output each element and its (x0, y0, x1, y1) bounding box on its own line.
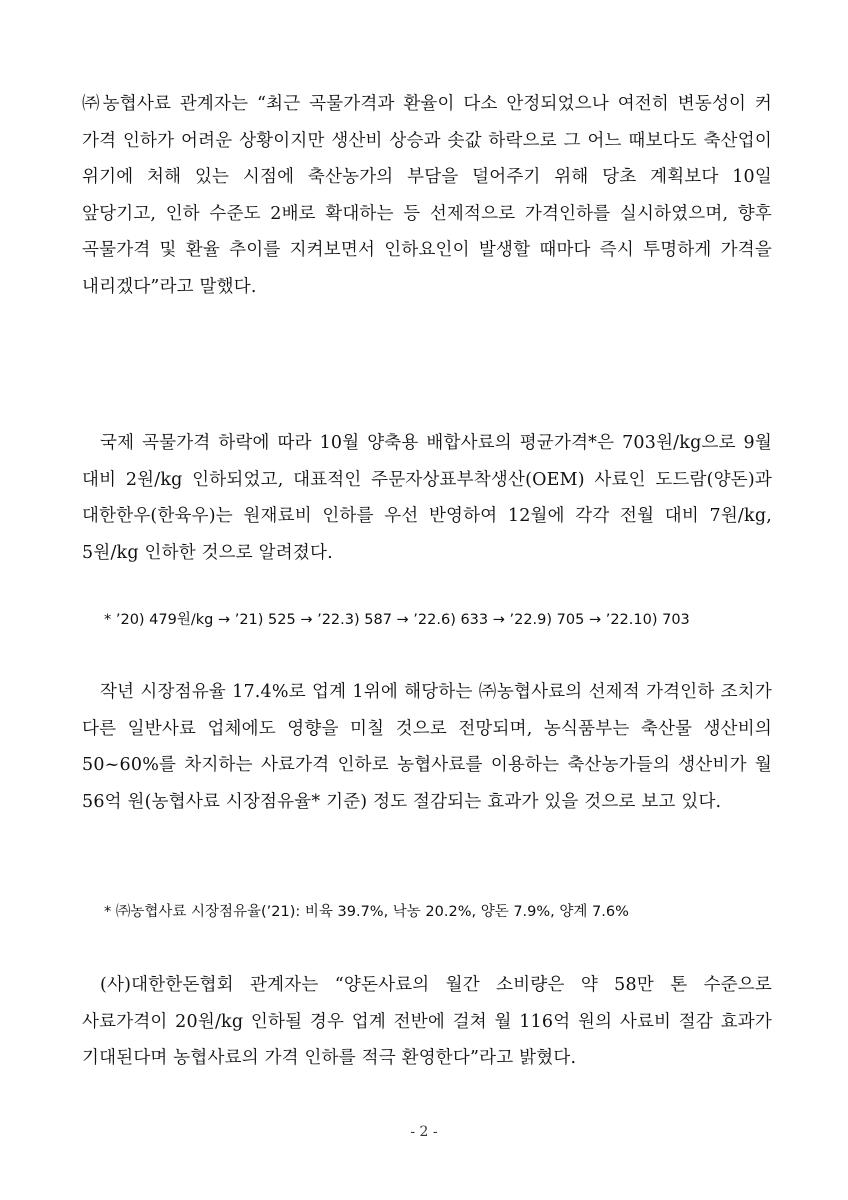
paragraph-market-share-effect: 작년 시장점유율 17.4%로 업계 1위에 해당하는 ㈜농협사료의 선제적 가격인하 조치가 다른 일반사료 업체에도 영향을 미칠 것으로 전망되며, 농식품부는 축산물 생산비의 50~60%를 차지하는 사료가격 인하로 농협사료를 이용하는 축산농가들의 생산비가 월 56억 원(농협사료 시장점유율* 기준) 정도 절감되는 효과가 있을 것으로 보고 있다. (82, 682, 772, 812)
footnote-price-history: * ’20) 479원/kg → ’21) 525 → ’22.3) 587 → ’22.6) 633 → ’22.9) 705 → ’22.10) 703 (104, 612, 690, 628)
paragraph-october-feed-price: 국제 곡물가격 하락에 따라 10월 양축용 배합사료의 평균가격*은 703원/kg으로 9월 대비 2원/kg 인하되었고, 대표적인 주문자상표부착생산(OEM) 사료인 도드람(양돈)과 대한한우(한육우)는 원재료비 인하를 우선 반영하여 12월에 각각 전월 대비 7원/kg, 5원/kg 인하한 것으로 알려졌다. (82, 433, 772, 563)
paragraph-pork-association-statement: (사)대한한돈협회 관계자는 “양돈사료의 월간 소비량은 약 58만 톤 수준으로 사료가격이 20원/kg 인하될 경우 업계 전반에 걸쳐 월 116억 원의 사료비 절감 효과가 기대된다며 농협사료의 가격 인하를 적극 환영한다”라고 밝혔다. (82, 975, 772, 1069)
page-number: - 2 - (410, 1124, 438, 1140)
paragraph-nh-feed-statement: ㈜농협사료 관계자는 “최근 곡물가격과 환율이 다소 안정되었으나 여전히 변동성이 커 가격 인하가 어려운 상황이지만 생산비 상승과 솟값 하락으로 그 어느 때보다도 축산업이 위기에 처해 있는 시점에 축산농가의 부담을 덜어주기 위해 당초 계획보다 10일 앞당기고, 인하 수준도 2배로 확대하는 등 선제적으로 가격인하를 실시하였으며, 향후 곡물가격 및 환율 추이를 지켜보면서 인하요인이 발생할 때마다 즉시 투명하게 가격을 내리겠다”라고 말했다. (82, 94, 772, 297)
footnote-market-share: * ㈜농협사료 시장점유율(’21): 비육 39.7%, 낙농 20.2%, 양돈 7.9%, 양계 7.6% (104, 904, 629, 920)
